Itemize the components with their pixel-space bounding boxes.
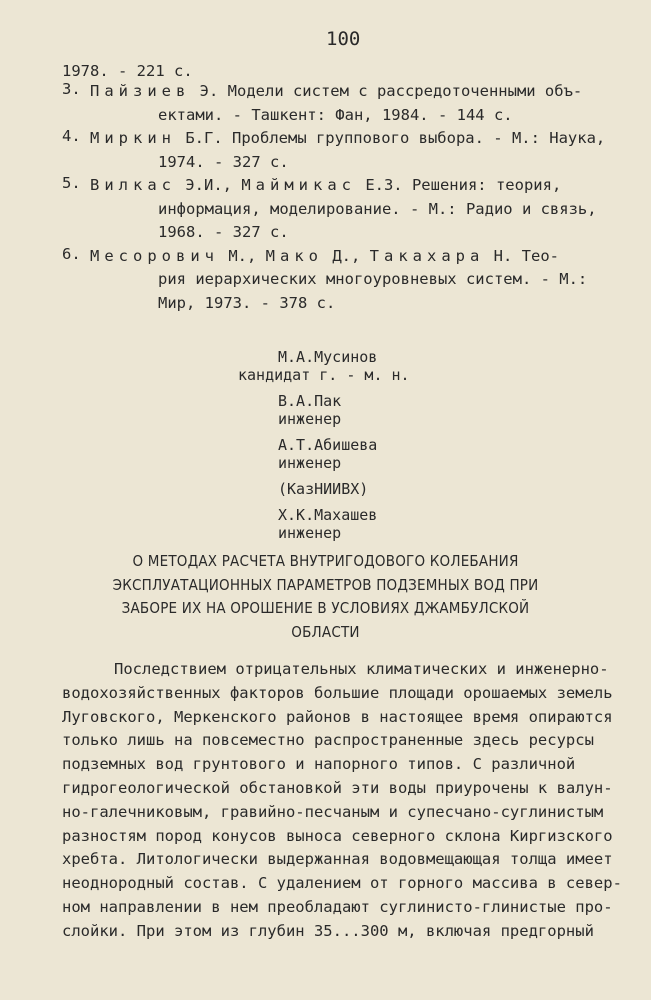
reference-text: информация, моделирование. - М.: Радио и связь, [158,199,597,218]
title-line: О МЕТОДАХ РАСЧЕТА ВНУТРИГОДОВОГО КОЛЕБАНИЯ [132,552,519,570]
body-line: хребта. Литологически выдержанная водовмещающая толща имеет [62,850,613,869]
body-line: только лишь на повсеместно распространенные здесь ресурсы [62,731,594,750]
reference-text: Е.З. Решения: теория, [355,176,562,194]
reference-coauthor: Маймикас [241,176,356,194]
author-role: инженер [278,410,342,428]
reference-item [62,127,642,174]
reference-text: 1968. - 327 с. [158,223,289,241]
reference-text: Мир, 1973. - 378 с. [158,293,336,312]
author-entry [238,392,410,428]
author-organization: (КазНИИВХ) [278,480,369,498]
body-line: подземных вод грунтового и напорного типов. С различной [62,755,576,774]
author-name: А.Т.Абишева [278,436,378,454]
reference-text: М., [219,246,266,265]
author-name: Х.К.Махашев [278,506,378,524]
body-line: водохозяйственных факторов большие площади орошаемых земель [62,683,613,702]
author-name: В.А.Пак [278,392,342,410]
reference-coauthor: Такахара [369,246,485,265]
reference-text: 1974. - 327 с. [158,152,289,171]
body-line: но-галечниковым, гравийно-песчаным и супесчано-суглинистым [62,802,604,821]
reference-number: 5. [62,174,81,192]
reference-text: рия иерархических многоуровневых систем. - М.: [158,270,588,288]
body-line: разностям пород конусов выноса северного склона Киргизского [62,826,613,845]
author-block [238,348,410,550]
reference-number: 3. [62,80,81,98]
title-line: ОБЛАСТИ [291,622,360,641]
author-name: М.А.Мусинов [278,348,378,366]
body-line: гидрогеологической обстановкой эти воды приурочены к валун- [62,778,613,797]
reference-list [62,62,642,315]
reference-number: 6. [62,244,81,263]
author-entry [238,348,410,384]
reference-item [62,174,642,245]
reference-item [62,80,642,127]
reference-author: Вилкас [90,176,176,194]
reference-author: Миркин [90,129,176,147]
reference-text: ектами. - Ташкент: Фан, 1984. - 144 с. [158,105,513,124]
title-line: ЭКСПЛУАТАЦИОННЫХ ПАРАМЕТРОВ ПОДЗЕМНЫХ ВОД ПРИ [112,575,539,594]
author-role: кандидат г. - м. н. [238,366,410,384]
reference-author: Месорович [90,246,219,265]
reference-continuation: 1978. - 221 с. [62,62,193,80]
reference-item [62,245,642,316]
body-line: неоднородный состав. С удалением от горного массива в север- [62,874,622,893]
reference-text: Э.И., [176,176,242,194]
reference-author: Пайзиев [90,82,191,100]
article-title [0,550,651,644]
reference-text: Д., [323,246,370,265]
author-entry [238,436,410,472]
author-entry [238,506,410,542]
body-line: Луговского, Меркенского районов в настоящее время опираются [62,707,613,726]
author-entry [238,480,410,498]
reference-text: Н. Тео- [484,246,559,265]
body-line: ном направлении в нем преобладают суглинисто-глинистые про- [62,897,613,916]
author-role: инженер [278,524,342,542]
reference-coauthor: Мако [265,246,323,265]
author-role: инженер [278,454,342,472]
body-line: слойки. При этом из глубин 35...300 м, включая предгорный [62,921,594,940]
body-line: Последствием отрицательных климатических и инженерно- [114,660,609,678]
reference-text: Э. Модели систем с рассредоточенными объ- [190,82,583,100]
reference-number: 4. [62,127,81,145]
reference-text: Б.Г. Проблемы группового выбора. - М.: Наука, [176,129,606,147]
title-line: ЗАБОРЕ ИХ НА ОРОШЕНИЕ В УСЛОВИЯХ ДЖАМБУЛСКОЙ [121,599,530,617]
body-paragraph [62,658,622,944]
page-number: 100 [326,28,361,50]
